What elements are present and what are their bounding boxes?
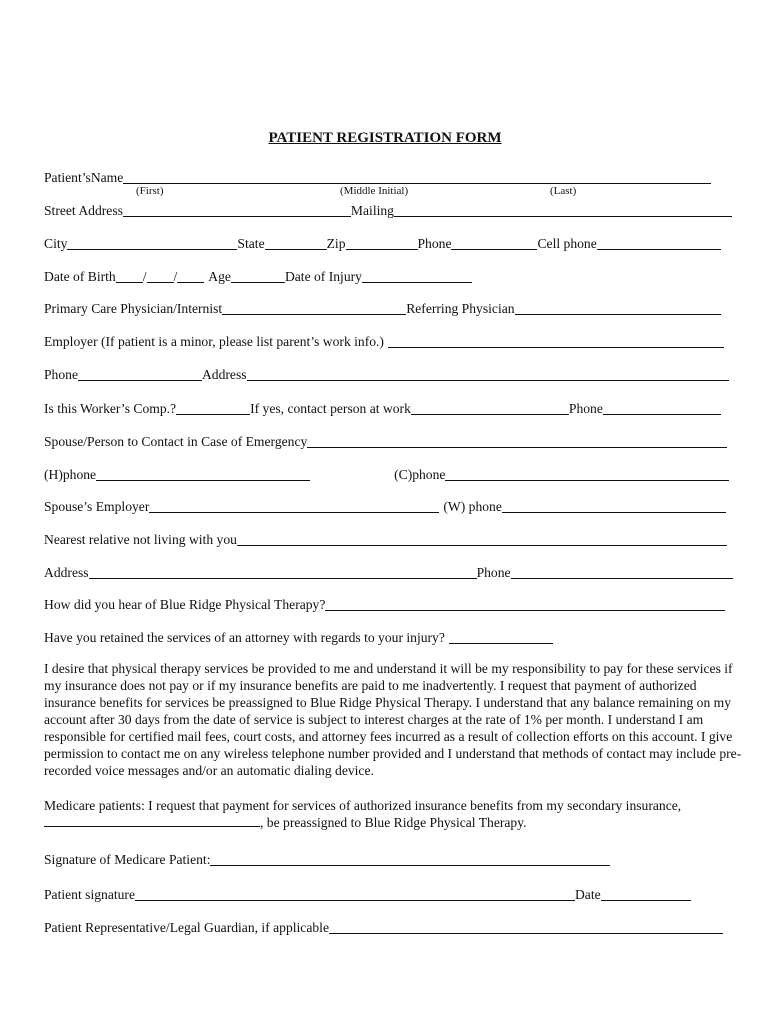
employer-address-label: Address bbox=[201, 367, 247, 382]
work-contact-field[interactable] bbox=[411, 401, 569, 415]
cell-phone-label: Cell phone bbox=[537, 236, 597, 251]
workers-comp-label: Is this Worker’s Comp.? bbox=[44, 401, 177, 416]
workers-comp-row bbox=[44, 399, 721, 417]
dob-month-field[interactable] bbox=[116, 269, 143, 283]
medicare-statement-line2: , be preassigned to Blue Ridge Physical Therapy. bbox=[260, 815, 527, 830]
zip-label: Zip bbox=[326, 236, 346, 251]
date-of-injury-label: Date of Injury bbox=[284, 269, 362, 284]
last-name-caption: (Last) bbox=[550, 185, 577, 197]
emergency-contact-row bbox=[44, 432, 727, 450]
guardian-signature-label: Patient Representative/Legal Guardian, if applicable bbox=[44, 920, 329, 935]
relative-address-label: Address bbox=[44, 565, 89, 580]
home-phone-field[interactable] bbox=[96, 467, 310, 481]
patient-signature-field[interactable] bbox=[135, 887, 575, 901]
medicare-statement bbox=[44, 797, 744, 831]
city-field[interactable] bbox=[67, 236, 237, 250]
contact-phones-row bbox=[44, 465, 729, 483]
city-row bbox=[44, 234, 721, 252]
work-contact-label: If yes, contact person at work bbox=[250, 401, 411, 416]
employer-contact-row bbox=[44, 365, 729, 383]
work-phone-label: (W) phone bbox=[443, 499, 502, 514]
dob-row bbox=[44, 267, 472, 285]
attorney-label: Have you retained the services of an attorney with regards to your injury? bbox=[44, 630, 445, 645]
zip-field[interactable] bbox=[346, 236, 418, 250]
cell-phone-contact-field[interactable] bbox=[445, 467, 729, 481]
medicare-signature-label: Signature of Medicare Patient: bbox=[44, 852, 211, 867]
patient-name-label: Patient’sName bbox=[44, 170, 124, 185]
dob-label: Date of Birth bbox=[44, 269, 116, 284]
guardian-signature-field[interactable] bbox=[329, 920, 723, 934]
cell-phone-field[interactable] bbox=[597, 236, 721, 250]
signature-date-field[interactable] bbox=[601, 887, 691, 901]
age-field[interactable] bbox=[231, 269, 285, 283]
state-field[interactable] bbox=[265, 236, 327, 250]
work-contact-phone-field[interactable] bbox=[603, 401, 721, 415]
relative-address-field[interactable] bbox=[89, 565, 477, 579]
form-title: PATIENT REGISTRATION FORM bbox=[268, 130, 502, 146]
workers-comp-field[interactable] bbox=[176, 401, 250, 415]
dob-day-field[interactable] bbox=[147, 269, 174, 283]
spouse-employer-row bbox=[44, 497, 726, 515]
medicare-statement-line1: Medicare patients: I request that payment for services of authorized insurance benefits from my secondary insurance, bbox=[44, 798, 682, 813]
nearest-relative-row bbox=[44, 530, 727, 548]
patient-signature-label: Patient signature bbox=[44, 887, 135, 902]
patient-signature-row bbox=[44, 885, 691, 903]
phone-field[interactable] bbox=[451, 236, 537, 250]
emergency-contact-label: Spouse/Person to Contact in Case of Emergency bbox=[44, 434, 308, 449]
referral-source-label: How did you hear of Blue Ridge Physical Therapy? bbox=[44, 597, 326, 612]
referral-source-row bbox=[44, 595, 725, 613]
nearest-relative-label: Nearest relative not living with you bbox=[44, 532, 237, 547]
home-phone-label: (H)phone bbox=[44, 467, 97, 482]
phone-label: Phone bbox=[417, 236, 452, 251]
physician-row bbox=[44, 299, 721, 317]
signature-date-label: Date bbox=[574, 887, 601, 902]
dob-year-field[interactable] bbox=[177, 269, 204, 283]
street-address-field[interactable] bbox=[123, 203, 351, 217]
spouse-employer-field[interactable] bbox=[149, 499, 439, 513]
patient-name-row bbox=[44, 168, 711, 186]
financial-consent-paragraph: I desire that physical therapy services be provided to me and understand it will be my responsibility to pay for these services if my insurance does not pay or if my insurance benefits are paid to me inadvertently. I request that payment of authorized insurance benefits for services be preassigned to Blue Ridge Physical Therapy. I understand that any balance remaining on my account after 30 days from the date of service is subject to interest charges at the rate of 1% per month. I understand I am responsible for certified mail fees, court costs, and attorney fees incurred as a result of collection efforts on this account. I give permission to contact me on any wireless telephone number provided and I understand that methods of contact may include pre-recorded voice messages and/or an automatic dialing device. bbox=[44, 661, 742, 778]
dob-separator: / bbox=[173, 269, 178, 284]
state-label: State bbox=[237, 236, 265, 251]
referring-physician-label: Referring Physician bbox=[406, 301, 515, 316]
first-name-caption: (First) bbox=[136, 185, 164, 197]
city-label: City bbox=[44, 236, 68, 251]
employer-phone-label: Phone bbox=[44, 367, 78, 382]
employer-field[interactable] bbox=[388, 334, 724, 348]
employer-address-field[interactable] bbox=[247, 367, 729, 381]
employer-label: Employer (If patient is a minor, please list parent’s work info.) bbox=[44, 334, 384, 349]
attorney-row bbox=[44, 628, 553, 646]
primary-care-field[interactable] bbox=[222, 301, 406, 315]
referral-source-field[interactable] bbox=[325, 597, 725, 611]
relative-address-row bbox=[44, 563, 733, 581]
employer-phone-field[interactable] bbox=[78, 367, 202, 381]
work-phone-field[interactable] bbox=[502, 499, 726, 513]
age-label: Age bbox=[208, 269, 231, 284]
guardian-signature-row bbox=[44, 918, 723, 936]
medicare-signature-row bbox=[44, 850, 610, 868]
work-contact-phone-label: Phone bbox=[568, 401, 603, 416]
mailing-label: Mailing bbox=[350, 203, 394, 218]
middle-initial-caption: (Middle Initial) bbox=[340, 185, 409, 197]
patient-name-field[interactable] bbox=[123, 170, 711, 184]
emergency-contact-field[interactable] bbox=[307, 434, 727, 448]
date-of-injury-field[interactable] bbox=[362, 269, 472, 283]
dob-separator: / bbox=[142, 269, 147, 284]
street-address-label: Street Address bbox=[44, 203, 123, 218]
mailing-field[interactable] bbox=[394, 203, 732, 217]
secondary-insurance-field[interactable] bbox=[44, 814, 260, 827]
medicare-signature-field[interactable] bbox=[210, 852, 610, 866]
spouse-employer-label: Spouse’s Employer bbox=[44, 499, 150, 514]
attorney-field[interactable] bbox=[449, 630, 553, 644]
relative-phone-label: Phone bbox=[476, 565, 511, 580]
relative-phone-field[interactable] bbox=[511, 565, 733, 579]
referring-physician-field[interactable] bbox=[515, 301, 721, 315]
cell-phone-contact-label: (C)phone bbox=[394, 467, 446, 482]
primary-care-label: Primary Care Physician/Internist bbox=[44, 301, 223, 316]
employer-row bbox=[44, 332, 724, 350]
nearest-relative-field[interactable] bbox=[237, 532, 727, 546]
street-row bbox=[44, 201, 732, 219]
